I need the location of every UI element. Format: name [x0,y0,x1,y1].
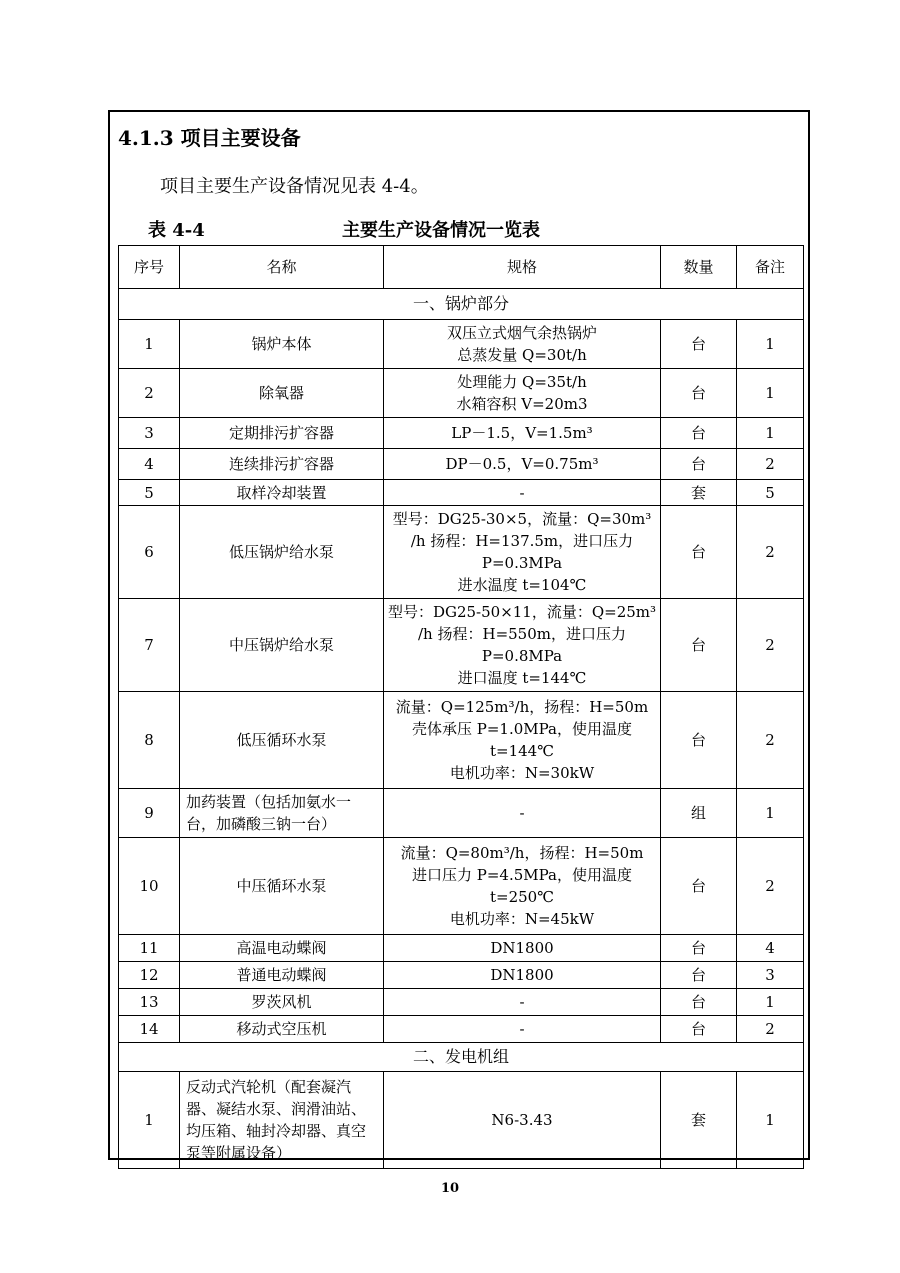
table-caption-title: 主要生产设备情况一览表 [342,220,540,241]
cell-name: 定期排污扩容器 [180,418,384,449]
cell-quantity: 台 [661,935,737,962]
table-row [119,506,804,599]
cell-name: 锅炉本体 [180,320,384,369]
cell-spec: 双压立式烟气余热锅炉 总蒸发量 Q=30t/h [384,320,661,369]
page-number: 10 [440,1181,460,1196]
cell-remark: 2 [737,692,804,789]
cell-quantity: 台 [661,1016,737,1043]
cell-quantity: 台 [661,418,737,449]
cell-quantity: 台 [661,989,737,1016]
header-spec: 规格 [384,246,661,289]
cell-remark: 2 [737,449,804,480]
header-remark: 备注 [737,246,804,289]
cell-remark: 2 [737,506,804,599]
cell-quantity: 台 [661,506,737,599]
cell-remark: 2 [737,838,804,935]
cell-serial: 14 [119,1016,180,1043]
table-row [119,989,804,1016]
cell-quantity: 套 [661,1072,737,1169]
table-row [119,1016,804,1043]
cell-serial: 7 [119,599,180,692]
cell-remark: 5 [737,480,804,506]
cell-serial: 6 [119,506,180,599]
table-caption-number: 表 4-4 [148,220,205,241]
cell-remark: 1 [737,320,804,369]
cell-spec: - [384,480,661,506]
cell-spec: DN1800 [384,962,661,989]
cell-serial: 8 [119,692,180,789]
cell-name: 普通电动蝶阀 [180,962,384,989]
cell-remark: 1 [737,418,804,449]
cell-remark: 2 [737,1016,804,1043]
cell-remark: 3 [737,962,804,989]
cell-name: 低压锅炉给水泵 [180,506,384,599]
cell-quantity: 台 [661,369,737,418]
table-row [119,789,804,838]
cell-name: 连续排污扩容器 [180,449,384,480]
cell-name: 移动式空压机 [180,1016,384,1043]
cell-name: 高温电动蝶阀 [180,935,384,962]
cell-name: 低压循环水泵 [180,692,384,789]
cell-remark: 1 [737,989,804,1016]
header-name: 名称 [180,246,384,289]
cell-serial: 3 [119,418,180,449]
cell-name: 中压锅炉给水泵 [180,599,384,692]
table-row [119,418,804,449]
cell-name: 除氧器 [180,369,384,418]
cell-spec: DP－0.5，V=0.75m³ [384,449,661,480]
table-row [119,449,804,480]
cell-quantity: 台 [661,838,737,935]
cell-quantity: 组 [661,789,737,838]
cell-spec: - [384,789,661,838]
table-row [119,962,804,989]
cell-quantity: 台 [661,962,737,989]
cell-quantity: 台 [661,692,737,789]
table-row [119,1072,804,1169]
equipment-table [118,245,804,1169]
cell-name: 取样冷却装置 [180,480,384,506]
cell-serial: 10 [119,838,180,935]
table-row [119,480,804,506]
section-title: 二、发电机组 [119,1043,804,1072]
cell-serial: 1 [119,1072,180,1169]
cell-name: 加药装置（包括加氨水一台，加磷酸三钠一台） [180,789,384,838]
section-title: 一、锅炉部分 [119,289,804,320]
table-row [119,838,804,935]
table-row [119,369,804,418]
cell-name: 反动式汽轮机（配套凝汽器、凝结水泵、润滑油站、均压箱、轴封冷却器、真空泵等附属设备） [180,1072,384,1169]
cell-remark: 1 [737,369,804,418]
cell-spec: N6-3.43 [384,1072,661,1169]
cell-remark: 1 [737,789,804,838]
cell-spec: 处理能力 Q=35t/h 水箱容积 V=20m3 [384,369,661,418]
section-row [119,1043,804,1072]
cell-spec: DN1800 [384,935,661,962]
cell-remark: 4 [737,935,804,962]
cell-serial: 11 [119,935,180,962]
cell-spec: - [384,1016,661,1043]
intro-paragraph: 项目主要生产设备情况见表 4-4。 [160,176,429,197]
cell-remark: 1 [737,1072,804,1169]
header-serial: 序号 [119,246,180,289]
section-row [119,289,804,320]
cell-quantity: 台 [661,320,737,369]
table-row [119,320,804,369]
section-heading: 4.1.3 项目主要设备 [118,126,301,150]
cell-serial: 5 [119,480,180,506]
cell-serial: 13 [119,989,180,1016]
cell-spec: 流量：Q=125m³/h，扬程：H=50m 壳体承压 P=1.0MPa，使用温度 t=144℃ 电机功率：N=30kW [384,692,661,789]
table-row [119,935,804,962]
cell-spec: 型号：DG25-30×5，流量：Q=30m³ /h 扬程：H=137.5m，进口压力 P=0.3MPa 进水温度 t=104℃ [384,506,661,599]
cell-serial: 12 [119,962,180,989]
cell-serial: 9 [119,789,180,838]
cell-spec: - [384,989,661,1016]
cell-quantity: 台 [661,599,737,692]
table-header-row [119,246,804,289]
table-row [119,599,804,692]
cell-quantity: 套 [661,480,737,506]
cell-remark: 2 [737,599,804,692]
cell-serial: 4 [119,449,180,480]
cell-spec: LP－1.5，V=1.5m³ [384,418,661,449]
cell-serial: 1 [119,320,180,369]
table-body [119,289,804,1169]
cell-name: 中压循环水泵 [180,838,384,935]
cell-serial: 2 [119,369,180,418]
cell-quantity: 台 [661,449,737,480]
header-quantity: 数量 [661,246,737,289]
cell-spec: 流量：Q=80m³/h，扬程：H=50m 进口压力 P=4.5MPa，使用温度 t=250℃ 电机功率：N=45kW [384,838,661,935]
table-row [119,692,804,789]
cell-name: 罗茨风机 [180,989,384,1016]
cell-spec: 型号：DG25-50×11，流量：Q=25m³ /h 扬程：H=550m，进口压力 P=0.8MPa 进口温度 t=144℃ [384,599,661,692]
